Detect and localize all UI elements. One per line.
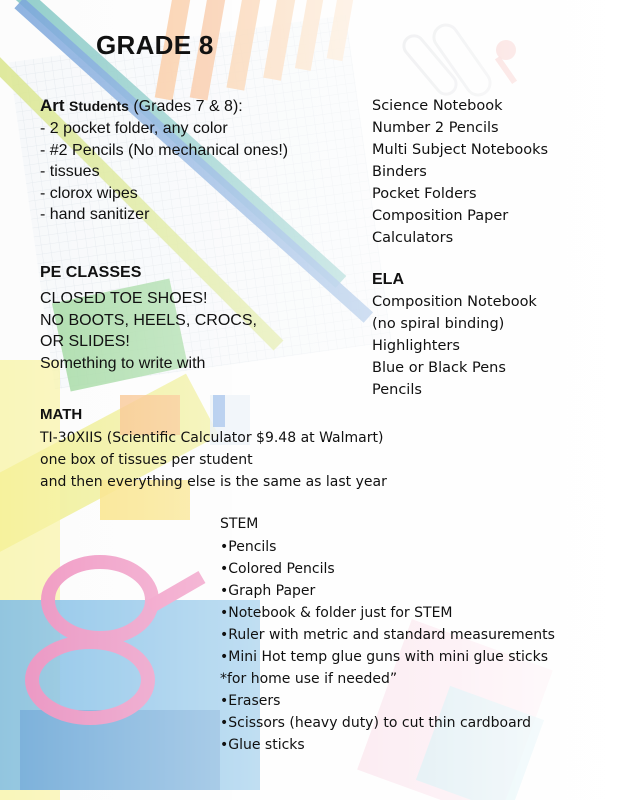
science-supply-list bbox=[372, 95, 548, 249]
page-title: GRADE 8 bbox=[96, 30, 214, 60]
list-item: Pocket Folders bbox=[372, 186, 477, 202]
list-item: •Erasers bbox=[220, 693, 281, 709]
list-item: Highlighters bbox=[372, 338, 460, 354]
art-supply-list bbox=[40, 118, 288, 226]
list-item: - clorox wipes bbox=[40, 184, 138, 202]
list-item: Multi Subject Notebooks bbox=[372, 142, 549, 158]
list-item: - tissues bbox=[40, 163, 100, 181]
math-supply-list bbox=[40, 427, 387, 493]
list-item: Something to write with bbox=[40, 354, 206, 372]
list-item: NO BOOTS, HEELS, CROCS, bbox=[40, 311, 257, 329]
list-item: CLOSED TOE SHOES! bbox=[40, 290, 208, 307]
list-item: •Glue sticks bbox=[220, 737, 305, 753]
list-item: Composition Paper bbox=[372, 208, 509, 224]
list-item: •Graph Paper bbox=[220, 583, 316, 599]
list-item: OR SLIDES! bbox=[40, 333, 130, 350]
list-item: (no spiral binding) bbox=[372, 316, 505, 332]
list-item: •Pencils bbox=[220, 539, 277, 555]
list-item: Number 2 Pencils bbox=[372, 120, 499, 136]
art-heading-students: Students bbox=[69, 98, 129, 114]
list-item: Composition Notebook bbox=[372, 294, 537, 310]
list-item: Calculators bbox=[372, 230, 454, 246]
list-item: - 2 pocket folder, any color bbox=[40, 120, 228, 137]
stem-supply-list bbox=[220, 536, 555, 756]
list-item: and then everything else is the same as last year bbox=[40, 474, 387, 490]
list-item: Science Notebook bbox=[372, 98, 503, 114]
math-heading: MATH bbox=[40, 406, 83, 423]
art-heading bbox=[40, 96, 243, 117]
list-item: TI-30XIIS (Scientific Calculator $9.48 at Walmart) bbox=[40, 430, 384, 446]
ela-heading: ELA bbox=[372, 271, 404, 288]
list-item: •Notebook & folder just for STEM bbox=[220, 605, 453, 621]
list-item: •Ruler with metric and standard measurements bbox=[220, 627, 555, 643]
list-item: •Scissors (heavy duty) to cut thin cardboard bbox=[220, 715, 532, 731]
stem-heading: STEM bbox=[220, 516, 259, 532]
list-item: Binders bbox=[372, 164, 427, 180]
list-item: - #2 Pencils (No mechanical ones!) bbox=[40, 141, 289, 159]
pe-supply-list bbox=[40, 288, 257, 374]
list-item: - hand sanitizer bbox=[40, 206, 150, 224]
list-item: Pencils bbox=[372, 382, 422, 398]
art-heading-rest: (Grades 7 & 8): bbox=[128, 98, 243, 115]
list-item: *for home use if needed” bbox=[220, 671, 398, 687]
list-item: •Mini Hot temp glue guns with mini glue sticks bbox=[220, 649, 549, 665]
list-item: one box of tissues per student bbox=[40, 452, 253, 468]
pe-heading: PE CLASSES bbox=[40, 264, 142, 281]
list-item: •Colored Pencils bbox=[220, 561, 335, 577]
art-heading-word: Art bbox=[40, 96, 65, 115]
ela-supply-list bbox=[372, 291, 537, 401]
list-item: Blue or Black Pens bbox=[372, 360, 506, 376]
